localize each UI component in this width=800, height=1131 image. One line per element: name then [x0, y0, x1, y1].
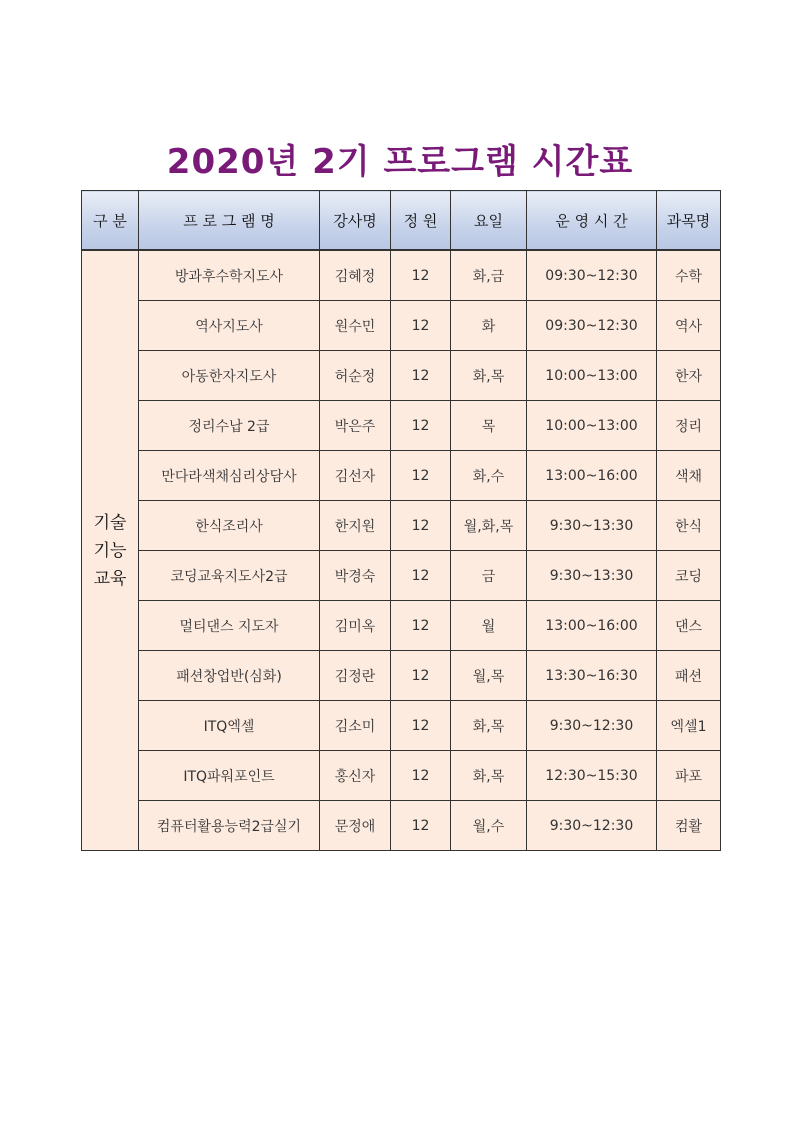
time-cell: 13:00~16:00 [527, 601, 657, 651]
instructor-cell: 김정란 [320, 651, 391, 701]
instructor-cell: 김선자 [320, 451, 391, 501]
program-cell: 패션창업반(심화) [139, 651, 320, 701]
category-label: 기능 [93, 540, 127, 561]
capacity-cell: 12 [391, 801, 451, 851]
capacity-cell: 12 [391, 501, 451, 551]
category-cell [82, 250, 139, 851]
table-row [82, 551, 721, 601]
capacity-cell: 12 [391, 651, 451, 701]
capacity-cell: 12 [391, 401, 451, 451]
program-cell: 컴퓨터활용능력2급실기 [139, 801, 320, 851]
capacity-cell: 12 [391, 250, 451, 301]
time-cell: 09:30~12:30 [527, 250, 657, 301]
table-row [82, 250, 721, 301]
program-cell: 아동한자지도사 [139, 351, 320, 401]
days-cell: 화,목 [451, 351, 527, 401]
subject-cell: 수학 [657, 250, 721, 301]
table-row [82, 801, 721, 851]
instructor-cell: 한지원 [320, 501, 391, 551]
days-cell: 목 [451, 401, 527, 451]
subject-cell: 댄스 [657, 601, 721, 651]
days-cell: 월 [451, 601, 527, 651]
instructor-cell: 문정애 [320, 801, 391, 851]
header-subject: 과목명 [657, 191, 721, 251]
header-category: 구 분 [82, 191, 139, 251]
table-row [82, 501, 721, 551]
category-label: 기술 [93, 512, 127, 533]
table-row [82, 751, 721, 801]
instructor-cell: 박경숙 [320, 551, 391, 601]
days-cell: 화 [451, 301, 527, 351]
subject-cell: 컴활 [657, 801, 721, 851]
subject-cell: 엑셀1 [657, 701, 721, 751]
time-cell: 10:00~13:00 [527, 401, 657, 451]
time-cell: 10:00~13:00 [527, 351, 657, 401]
time-cell: 9:30~12:30 [527, 801, 657, 851]
time-cell: 9:30~13:30 [527, 551, 657, 601]
subject-cell: 정리 [657, 401, 721, 451]
program-cell: 멀티댄스 지도자 [139, 601, 320, 651]
program-cell: ITQ파워포인트 [139, 751, 320, 801]
program-cell: ITQ엑셀 [139, 701, 320, 751]
subject-cell: 파포 [657, 751, 721, 801]
days-cell: 화,목 [451, 751, 527, 801]
subject-cell: 패션 [657, 651, 721, 701]
table-row [82, 701, 721, 751]
instructor-cell: 김혜정 [320, 250, 391, 301]
table-row [82, 451, 721, 501]
schedule-table [81, 190, 721, 851]
instructor-cell: 김미옥 [320, 601, 391, 651]
header-time: 운 영 시 간 [527, 191, 657, 251]
instructor-cell: 허순정 [320, 351, 391, 401]
time-cell: 09:30~12:30 [527, 301, 657, 351]
days-cell: 화,목 [451, 701, 527, 751]
time-cell: 12:30~15:30 [527, 751, 657, 801]
table-body [82, 250, 721, 851]
capacity-cell: 12 [391, 301, 451, 351]
header-instructor: 강사명 [320, 191, 391, 251]
days-cell: 화,금 [451, 250, 527, 301]
time-cell: 13:30~16:30 [527, 651, 657, 701]
header-program: 프 로 그 램 명 [139, 191, 320, 251]
table-row [82, 601, 721, 651]
program-cell: 한식조리사 [139, 501, 320, 551]
capacity-cell: 12 [391, 551, 451, 601]
program-cell: 방과후수학지도사 [139, 250, 320, 301]
subject-cell: 한식 [657, 501, 721, 551]
time-cell: 9:30~12:30 [527, 701, 657, 751]
program-cell: 정리수납 2급 [139, 401, 320, 451]
table-header [82, 191, 721, 251]
capacity-cell: 12 [391, 451, 451, 501]
table-row [82, 401, 721, 451]
program-cell: 역사지도사 [139, 301, 320, 351]
table-row [82, 301, 721, 351]
subject-cell: 코딩 [657, 551, 721, 601]
days-cell: 월,수 [451, 801, 527, 851]
table-row [82, 351, 721, 401]
time-cell: 13:00~16:00 [527, 451, 657, 501]
page-title: 2020년 2기 프로그램 시간표 [166, 142, 634, 182]
header-days: 요일 [451, 191, 527, 251]
subject-cell: 한자 [657, 351, 721, 401]
subject-cell: 역사 [657, 301, 721, 351]
time-cell: 9:30~13:30 [527, 501, 657, 551]
capacity-cell: 12 [391, 701, 451, 751]
header-row [82, 191, 721, 251]
instructor-cell: 홍신자 [320, 751, 391, 801]
days-cell: 월,목 [451, 651, 527, 701]
days-cell: 금 [451, 551, 527, 601]
category-label: 교육 [93, 568, 127, 589]
days-cell: 화,수 [451, 451, 527, 501]
instructor-cell: 박은주 [320, 401, 391, 451]
program-cell: 코딩교육지도사2급 [139, 551, 320, 601]
program-cell: 만다라색채심리상담사 [139, 451, 320, 501]
capacity-cell: 12 [391, 751, 451, 801]
subject-cell: 색채 [657, 451, 721, 501]
instructor-cell: 김소미 [320, 701, 391, 751]
table-row [82, 651, 721, 701]
header-capacity: 정 원 [391, 191, 451, 251]
instructor-cell: 원수민 [320, 301, 391, 351]
days-cell: 월,화,목 [451, 501, 527, 551]
capacity-cell: 12 [391, 601, 451, 651]
capacity-cell: 12 [391, 351, 451, 401]
